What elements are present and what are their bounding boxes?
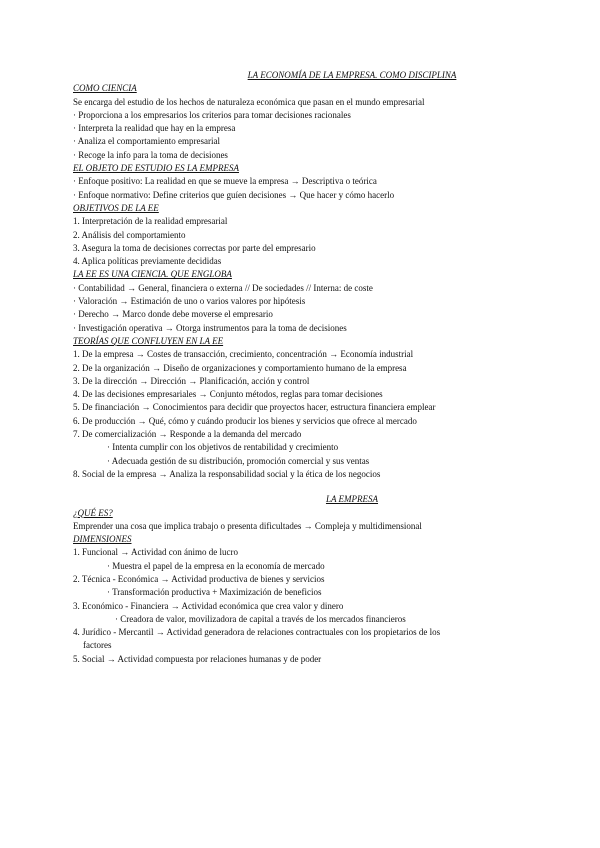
section-heading-dimensiones: DIMENSIONES: [73, 534, 132, 545]
paragraph: Se encarga del estudio de los hechos de naturaleza económica que pasan en el mundo empresarial: [73, 96, 425, 107]
sub-list-item: · Intenta cumplir con los objetivos de rentabilidad y crecimiento: [107, 442, 339, 453]
list-item: 7. De comercialización → Responde a la demanda del mercado: [73, 429, 302, 440]
document-title: LA ECONOMÍA DE LA EMPRESA. COMO DISCIPLINA: [247, 70, 457, 80]
list-item: · Enfoque normativo: Define criterios que guíen decisiones → Que hacer y cómo hacerlo: [73, 189, 395, 200]
list-item: 5. Social → Actividad compuesta por relaciones humanas y de poder: [73, 653, 322, 664]
list-item: 2. De la organización → Diseño de organizaciones y comportamiento humano de la empresa: [73, 362, 407, 373]
list-item: 4. De las decisiones empresariales → Conjunto métodos, reglas para tomar decisiones: [73, 389, 383, 400]
section-heading-objetivos: OBJETIVOS DE LA EE: [73, 202, 159, 213]
section-heading-teorias: TEORÍAS QUE CONFLUYEN EN LA EE: [73, 335, 224, 346]
section-heading-objeto: EL OBJETO DE ESTUDIO ES LA EMPRESA: [73, 163, 239, 174]
list-item: · Proporciona a los empresarios los criterios para tomar decisiones racionales: [73, 109, 351, 120]
paragraph: Emprender una cosa que implica trabajo o presenta dificultades → Compleja y multidimensional: [73, 520, 422, 531]
list-item: 1. De la empresa → Costes de transacción, crecimiento, concentración → Economía industrial: [73, 349, 414, 360]
list-item: · Recoge la info para la toma de decisiones: [73, 149, 228, 160]
list-item: 8. Social de la empresa → Analiza la responsabilidad social y la ética de los negocios: [73, 468, 381, 479]
sub-list-item: · Muestra el papel de la empresa en la economía de mercado: [107, 560, 325, 571]
list-item: · Enfoque positivo: La realidad en que se mueve la empresa → Descriptiva o teórica: [73, 176, 377, 187]
list-item: 2. Análisis del comportamiento: [73, 229, 186, 240]
document-content: [73, 69, 593, 666]
list-item: 4. Jurídico - Mercantil → Actividad generadora de relaciones contractuales con los propietarios de los: [73, 627, 441, 638]
list-item: 1. Interpretación de la realidad empresarial: [73, 216, 228, 227]
list-item-continuation: factores: [83, 640, 112, 651]
section-heading-que-es: ¿QUÉ ES?: [73, 507, 113, 518]
list-item: 5. De financiación → Conocimientos para decidir que proyectos hacer, estructura financiera emplear: [73, 402, 436, 413]
sub-list-item: · Transformación productiva + Maximización de beneficios: [107, 587, 322, 598]
list-item: 4. Aplica políticas previamente decididas: [73, 256, 222, 267]
list-item: 3. De la dirección → Dirección → Planificación, acción y control: [73, 375, 310, 386]
spacer: [73, 481, 593, 493]
list-item: · Interpreta la realidad que hay en la empresa: [73, 123, 236, 134]
list-item: 1. Funcional → Actividad con ánimo de lucro: [73, 547, 238, 558]
section-title-la-empresa: LA EMPRESA: [325, 494, 379, 505]
list-item: · Investigación operativa → Otorga instrumentos para la toma de decisiones: [73, 322, 347, 333]
section-heading-engloba: LA EE ES UNA CIENCIA. QUE ENGLOBA: [73, 269, 232, 280]
list-item: · Contabilidad → General, financiera o externa // De sociedades // Interna: de coste: [73, 282, 373, 293]
list-item: 6. De producción → Qué, cómo y cuándo producir los bienes y servicios que ofrece al mercado: [73, 415, 417, 426]
list-item: · Analiza el comportamiento empresarial: [73, 136, 220, 147]
section-heading-como-ciencia: COMO CIENCIA: [73, 83, 137, 94]
sub-list-item: · Creadora de valor, movilizadora de capital a través de los mercados financieros: [115, 613, 406, 624]
sub-list-item: · Adecuada gestión de su distribución, promoción comercial y sus ventas: [107, 455, 370, 466]
list-item: · Derecho → Marco donde debe moverse el empresario: [73, 309, 273, 320]
list-item: 3. Económico - Financiera → Actividad económica que crea valor y dinero: [73, 600, 344, 611]
list-item: 2. Técnica - Económica → Actividad productiva de bienes y servicios: [73, 573, 325, 584]
list-item: 3. Asegura la toma de decisiones correctas por parte del empresario: [73, 242, 316, 253]
list-item: · Valoración → Estimación de uno o varios valores por hipótesis: [73, 296, 306, 307]
